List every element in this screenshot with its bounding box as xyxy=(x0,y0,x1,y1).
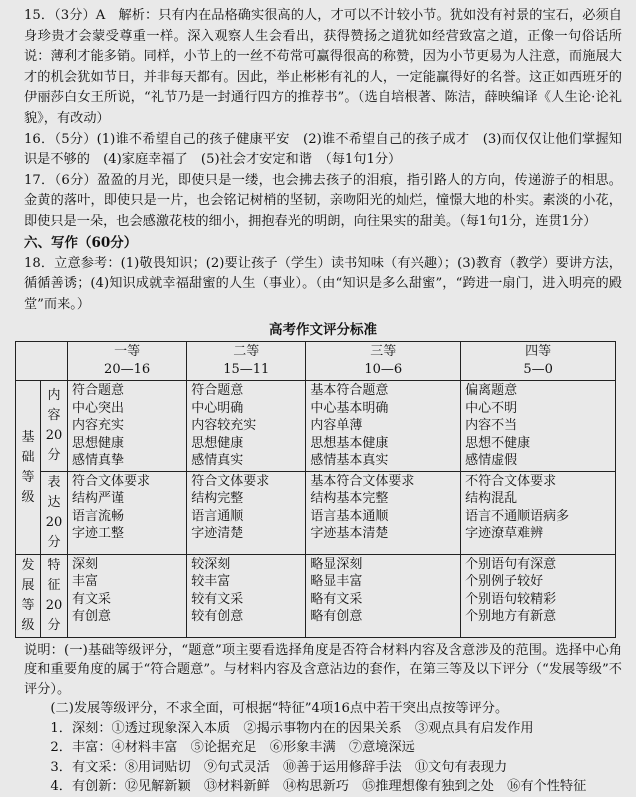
table-header-row xyxy=(16,342,616,381)
criterion-text: 内容充实 xyxy=(72,418,125,434)
criterion-text: 略有创意 xyxy=(310,609,363,625)
vertical-label-char: 20 xyxy=(45,428,63,444)
vertical-label-char: 分 xyxy=(47,617,61,633)
criterion-text: 个别例子较好 xyxy=(465,574,544,590)
criterion-text: 思想基本健康 xyxy=(310,435,389,451)
criterion-text: 字迹潦草难辨 xyxy=(465,526,544,542)
criterion-text: 中心明确 xyxy=(191,400,244,416)
criterion-text: 感情虚假 xyxy=(465,453,518,469)
level-2-header xyxy=(187,342,306,381)
feature-sub-label xyxy=(41,554,68,637)
level-name: 二等 xyxy=(233,344,260,360)
criterion-text: 感情基本真实 xyxy=(310,453,389,469)
table-row xyxy=(16,471,616,554)
criterion-text: 感情真挚 xyxy=(72,453,125,469)
note-item-2: 2．丰富：④材料丰富 ⑤论据充足 ⑥形象丰满 ⑦意境深远 xyxy=(50,740,415,756)
level-name: 三等 xyxy=(370,344,397,360)
criterion-text: 中心突出 xyxy=(72,400,125,416)
vertical-label-char: 础 xyxy=(21,449,35,465)
criterion-text: 深刻 xyxy=(72,556,99,572)
criterion-text: 结构严谨 xyxy=(72,491,125,507)
criterion-text: 较有文采 xyxy=(191,591,244,607)
cell xyxy=(68,554,187,637)
level-3-header xyxy=(306,342,461,381)
criterion-text: 结构完整 xyxy=(191,491,244,507)
level-name: 四等 xyxy=(525,344,552,360)
vertical-label-char: 征 xyxy=(47,577,61,593)
criterion-text: 略有文采 xyxy=(310,591,363,607)
level-name: 一等 xyxy=(114,344,141,360)
answer-q16: 16．（5分）(1)谁不希望自己的孩子健康平安 (2)谁不希望自己的孩子成才 (3)而仅仅让他们掌握知识是不够的 (4)家庭幸福了 (5)社会才安定和谐 （每1句1分） xyxy=(24,131,622,168)
vertical-label-char: 发 xyxy=(21,557,35,573)
cell xyxy=(306,471,461,554)
criterion-text: 字迹基本清楚 xyxy=(310,526,389,542)
content-sub-label xyxy=(41,381,68,472)
vertical-label-char: 达 xyxy=(47,494,61,510)
cell xyxy=(68,381,187,472)
criterion-text: 基本符合题意 xyxy=(310,383,389,399)
criterion-text: 感情真实 xyxy=(191,453,244,469)
criterion-text: 语言不通顺语病多 xyxy=(465,508,570,524)
level-range: 5—0 xyxy=(523,362,553,378)
criterion-text: 语言流畅 xyxy=(72,508,125,524)
criterion-text: 结构混乱 xyxy=(465,491,518,507)
criterion-text: 有创意 xyxy=(72,609,112,625)
grading-table xyxy=(15,341,616,638)
criterion-text: 字迹清楚 xyxy=(191,526,244,542)
vertical-label-char: 容 xyxy=(47,408,61,424)
criterion-text: 较丰富 xyxy=(191,574,231,590)
answer-q17: 17．（6分）盈盈的月光，即使只是一缕，也会拂去孩子的泪痕，指引路人的方向，传递游子的相思。金黄的落叶，即使只是一片，也会铭记树梢的坚韧，亲吻阳光的灿烂，憧憬大地的朴实。素淡的小花，即使只是一朵，也会感激花枝的细小，拥抱春光的明朗，向往果实的甜美。（每1句1分，连贯1分） xyxy=(24,172,622,229)
criterion-text: 思想健康 xyxy=(191,435,244,451)
criterion-text: 内容较充实 xyxy=(191,418,257,434)
criterion-text: 符合文体要求 xyxy=(72,473,151,489)
basic-level-label xyxy=(16,381,41,555)
criterion-text: 思想不健康 xyxy=(465,435,531,451)
criterion-text: 语言基本通顺 xyxy=(310,508,389,524)
cell xyxy=(187,381,306,472)
answer-q18: 18．立意参考：(1)敬畏知识；(2)要让孩子（学生）读书知味（有兴趣）；(3)教育（教学）要讲方法，循循善诱；(4)知识成就幸福甜蜜的人生（事业）。（由“知识是多么甜蜜”，“跨进一扇门，进入明亮的殿堂”而来。） xyxy=(24,255,622,312)
vertical-label-char: 20 xyxy=(45,514,63,530)
criterion-text: 个别语句有深意 xyxy=(465,556,557,572)
criterion-text: 丰富 xyxy=(72,574,99,590)
criterion-text: 符合文体要求 xyxy=(191,473,270,489)
vertical-label-char: 特 xyxy=(47,557,61,573)
cell xyxy=(461,554,616,637)
cell xyxy=(461,471,616,554)
vertical-label-char: 等 xyxy=(21,597,35,613)
criterion-text: 中心基本明确 xyxy=(310,400,389,416)
criterion-text: 基本符合文体要求 xyxy=(310,473,415,489)
level-1-header xyxy=(68,342,187,381)
criterion-text: 内容单薄 xyxy=(310,418,363,434)
vertical-label-char: 基 xyxy=(21,429,35,445)
criterion-text: 思想健康 xyxy=(72,435,125,451)
criterion-text: 语言通顺 xyxy=(191,508,244,524)
note-development: (二)发展等级评分，不求全面，可根据“特征”4项16点中若干突出点按等评分。 xyxy=(50,701,509,717)
cell xyxy=(306,554,461,637)
criterion-text: 个别地方有新意 xyxy=(465,609,557,625)
note-item-3: 3．有文采：⑧用词贴切 ⑨句式灵活 ⑩善于运用修辞手法 ⑪文句有表现力 xyxy=(50,759,508,775)
vertical-label-char: 级 xyxy=(21,617,35,633)
section-writing-heading: 六、写作（60分） xyxy=(24,234,138,251)
cell xyxy=(187,471,306,554)
cell xyxy=(187,554,306,637)
cell xyxy=(68,471,187,554)
vertical-label-char: 表 xyxy=(47,474,61,490)
vertical-label-char: 级 xyxy=(21,489,35,505)
note-item-4: 4．有创新：⑫见解新颖 ⑬材料新鲜 ⑭构思新巧 ⑮推理想像有独到之处 ⑯有个性特征 xyxy=(50,779,587,795)
table-row xyxy=(16,381,616,472)
expression-sub-label xyxy=(41,471,68,554)
scoring-notes xyxy=(24,641,622,797)
criterion-text: 较深刻 xyxy=(191,556,231,572)
note-item-1: 1．深刻：①透过现象深入本质 ②揭示事物内在的因果关系 ③观点具有启发作用 xyxy=(50,720,534,736)
cell xyxy=(461,381,616,472)
vertical-label-char: 等 xyxy=(21,469,35,485)
criterion-text: 结构基本完整 xyxy=(310,491,389,507)
vertical-label-char: 分 xyxy=(47,448,61,464)
level-range: 20—16 xyxy=(104,362,151,378)
criterion-text: 符合题意 xyxy=(191,383,244,399)
level-range: 10—6 xyxy=(364,362,403,378)
criterion-text: 中心不明 xyxy=(465,400,518,416)
criterion-text: 较有创意 xyxy=(191,609,244,625)
vertical-label-char: 分 xyxy=(47,534,61,550)
level-range: 15—11 xyxy=(223,362,270,378)
vertical-label-char: 20 xyxy=(45,597,63,613)
level-4-header xyxy=(461,342,616,381)
criterion-text: 略显深刻 xyxy=(310,556,363,572)
table-title: 高考作文评分标准 xyxy=(269,322,377,339)
criterion-text: 有文采 xyxy=(72,591,112,607)
criterion-text: 略显丰富 xyxy=(310,574,363,590)
criterion-text: 字迹工整 xyxy=(72,526,125,542)
development-level-label xyxy=(16,554,41,637)
criterion-text: 偏离题意 xyxy=(465,383,518,399)
criterion-text: 内容不当 xyxy=(465,418,518,434)
criterion-text: 符合题意 xyxy=(72,383,125,399)
header-corner xyxy=(16,342,68,381)
vertical-label-char: 内 xyxy=(47,388,61,404)
table-row xyxy=(16,554,616,637)
note-basic: 说明：(一)基础等级评分，“题意”项主要看选择角度是否符合材料内容及含意涉及的范围。选择中心角度和重要角度的属于“符合题意”。与材料内容及含意沾边的套作，在第三等及以下评分（“发展等级”不评分）。 xyxy=(24,642,622,697)
criterion-text: 不符合文体要求 xyxy=(465,473,557,489)
criterion-text: 个别语句较精彩 xyxy=(465,591,557,607)
vertical-label-char: 展 xyxy=(21,577,35,593)
answer-q15: 15．（3分）A 解析：只有内在品格确实很高的人，才可以不计较小节。犹如没有衬景的宝石，必须自身珍贵才会蒙受尊重一样。深入观察人生会看出，获得赞扬之道犹如经营致富之道，正像一句俗话所说：薄利才能多销。同样，小节上的一丝不苟常可赢得很高的称赞，因为小节更易为人注意，而施展大才的机会犹如节日，并非每天都有。因此，举止彬彬有礼的人，一定能赢得好的名誉。这正如西班牙的伊丽莎白女王所说，“礼节乃是一封通行四方的推荐书”。（选自培根著、陈洁，薛映编译《人生论·论礼貌》，有改动） xyxy=(24,8,622,126)
cell xyxy=(306,381,461,472)
